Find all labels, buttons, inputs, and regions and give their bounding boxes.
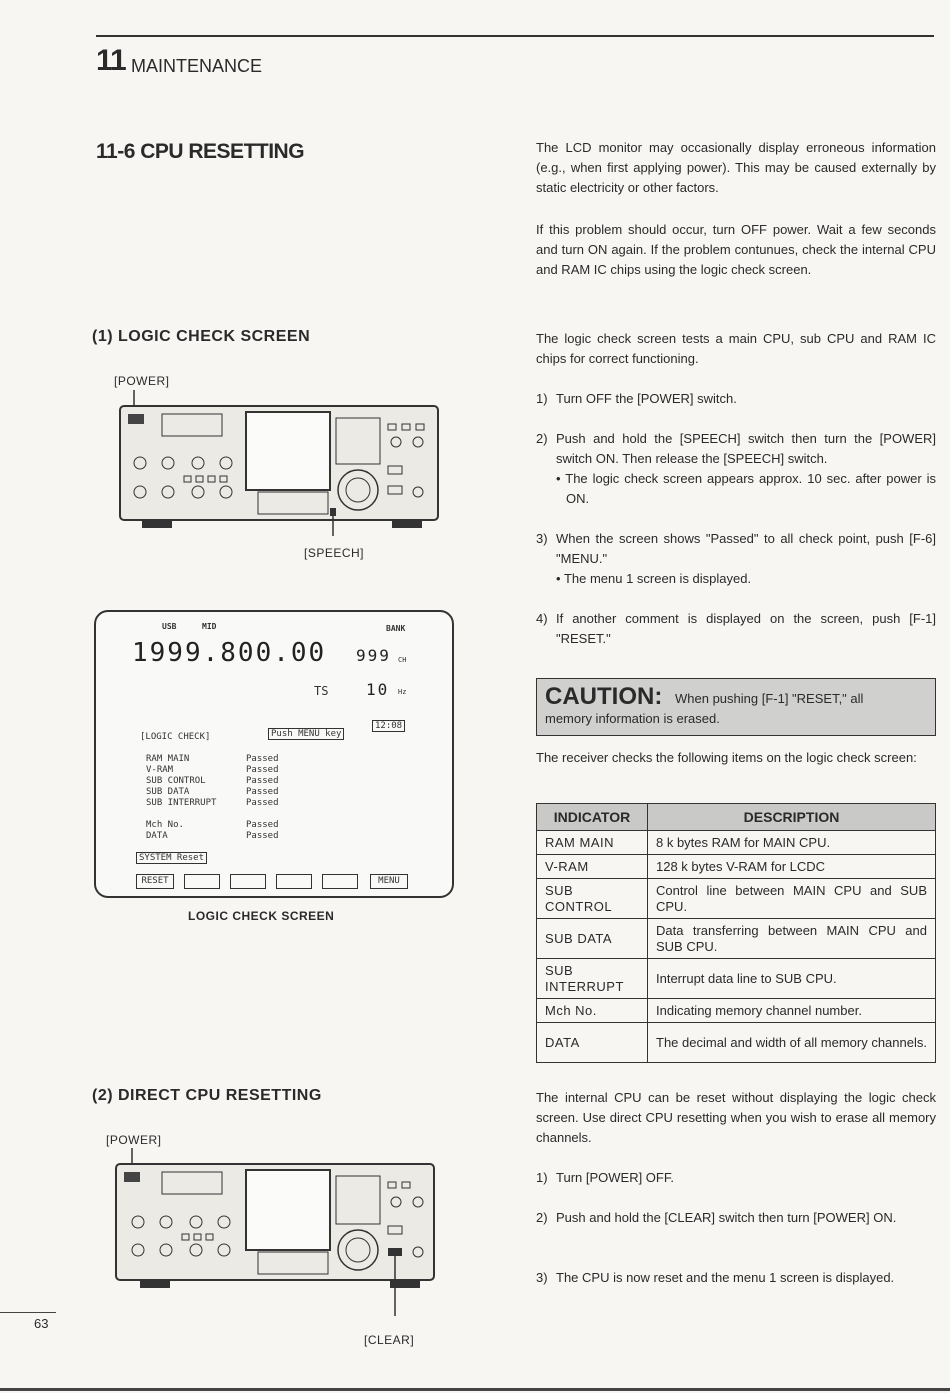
- caution-text-line-1: When pushing [F-1] "RESET," all: [675, 691, 864, 706]
- lcd-f2-blank: [184, 874, 220, 889]
- table-cell: Control line between MAIN CPU and SUB CPU.: [648, 879, 936, 919]
- table-row: [537, 919, 936, 959]
- step-bullet: • The logic check screen appears approx. 10 sec. after power is ON.: [556, 471, 937, 506]
- table-row: [537, 959, 936, 999]
- power-label-1: [POWER]: [114, 374, 170, 388]
- lcd-frequency: 1999.800.00: [132, 638, 327, 668]
- step-number: 1): [536, 391, 548, 406]
- header-rule: [96, 35, 934, 37]
- table-row: [537, 1023, 936, 1063]
- lcd-check-result: Passed: [246, 787, 279, 797]
- lcd-check-name: SUB INTERRUPT: [146, 798, 217, 808]
- lcd-channel-unit: CH: [398, 656, 407, 664]
- table-cell: 8 k bytes RAM for MAIN CPU.: [648, 831, 936, 855]
- logic-check-title: (1) LOGIC CHECK SCREEN: [92, 328, 311, 345]
- lcd-bank: BANK: [386, 624, 406, 633]
- table-row: [537, 855, 936, 879]
- step-bullet: • The menu 1 screen is displayed.: [556, 571, 752, 586]
- logic-check-lcd: [94, 610, 454, 898]
- step-text: Turn [POWER] OFF.: [556, 1170, 674, 1185]
- bottom-edge: [0, 1388, 950, 1391]
- table-cell: Indicating memory channel number.: [648, 999, 936, 1023]
- logic-check-description: The logic check screen tests a main CPU, sub CPU and RAM IC chips for correct functioning.: [536, 331, 936, 366]
- step-number: 4): [536, 611, 548, 626]
- lcd-check-name: DATA: [146, 831, 168, 841]
- direct-step-2: [536, 1208, 936, 1228]
- step-text: Turn OFF the [POWER] switch.: [556, 391, 737, 406]
- table-cell: V-RAM: [537, 855, 648, 879]
- lcd-clock: 12:08: [372, 720, 405, 732]
- lcd-check-result: Passed: [246, 765, 279, 775]
- step-number: 3): [536, 1270, 548, 1285]
- lcd-ts-unit: Hz: [398, 688, 407, 696]
- table-row: [537, 879, 936, 919]
- lcd-check-name: V-RAM: [146, 765, 174, 775]
- lcd-check-name: RAM MAIN: [146, 754, 190, 764]
- page-number-rule: [0, 1312, 56, 1313]
- caution-text-line-2: memory information is erased.: [545, 711, 720, 726]
- direct-step-3: [536, 1268, 936, 1288]
- table-cell: Data transferring between MAIN CPU and SUB CPU.: [648, 919, 936, 959]
- power-label-2: [POWER]: [106, 1133, 162, 1147]
- caution-box: [536, 678, 936, 736]
- step-text: Push and hold the [CLEAR] switch then turn [POWER] ON.: [556, 1210, 897, 1225]
- direct-reset-title: (2) DIRECT CPU RESETTING: [92, 1087, 322, 1104]
- lcd-screen-title: [LOGIC CHECK]: [140, 732, 211, 742]
- table-cell: SUB DATA: [537, 919, 648, 959]
- receiver-front-panel-illustration: [112, 386, 452, 536]
- step-number: 2): [536, 431, 548, 446]
- table-header: DESCRIPTION: [648, 804, 936, 831]
- lcd-ts-label: TS: [314, 684, 329, 698]
- table-cell: SUB CONTROL: [537, 879, 648, 919]
- section-title: 11-6 CPU RESETTING: [96, 140, 305, 163]
- lcd-push-menu: Push MENU key: [268, 728, 344, 740]
- step-text: The CPU is now reset and the menu 1 screen is displayed.: [556, 1270, 895, 1285]
- lcd-mode: USB: [162, 622, 177, 631]
- direct-reset-description: The internal CPU can be reset without displaying the logic check screen. Use direct CPU resetting when you wish to erase all memory channels.: [536, 1090, 936, 1145]
- logic-step-3: [536, 529, 936, 589]
- step-text: When the screen shows "Passed" to all check point, push [F-6] "MENU.": [556, 531, 936, 566]
- table-cell: DATA: [537, 1023, 648, 1063]
- chapter-title: MAINTENANCE: [131, 56, 263, 76]
- lcd-check-result: Passed: [246, 831, 279, 841]
- table-cell: The decimal and width of all memory channels.: [648, 1023, 936, 1063]
- lcd-f6-menu: MENU: [370, 874, 408, 889]
- direct-step-1: [536, 1168, 936, 1188]
- lcd-ts-value: 10: [366, 680, 390, 699]
- speech-label: [SPEECH]: [304, 546, 365, 560]
- logic-step-2: [536, 429, 936, 509]
- step-text: Push and hold the [SPEECH] switch then turn the [POWER] switch ON. Then release the [SPEECH] switch.: [556, 431, 936, 466]
- receiver-front-panel-illustration-2: [104, 1146, 444, 1316]
- step-text: If another comment is displayed on the screen, push [F-1] "RESET.": [556, 611, 936, 646]
- page-number: 63: [34, 1316, 49, 1331]
- lcd-check-name: Mch No.: [146, 820, 184, 830]
- lcd-f3-blank: [230, 874, 266, 889]
- lcd-f4-blank: [276, 874, 312, 889]
- logic-step-4: [536, 609, 936, 649]
- table-row: [537, 831, 936, 855]
- indicator-table: [536, 803, 936, 1063]
- lcd-check-name: SUB CONTROL: [146, 776, 206, 786]
- chapter-number: 11: [96, 44, 126, 77]
- lcd-check-result: Passed: [246, 754, 279, 764]
- lcd-channel: 999: [356, 646, 391, 665]
- intro-paragraph-1: The LCD monitor may occasionally display erroneous information (e.g., when first applying power). This may be caused externally by static electricity or other factors.: [536, 140, 936, 195]
- table-row: [537, 999, 936, 1023]
- table-cell: 128 k bytes V-RAM for LCDC: [648, 855, 936, 879]
- lcd-system-reset: SYSTEM Reset: [136, 852, 207, 864]
- logic-check-screen-caption: LOGIC CHECK SCREEN: [188, 909, 335, 923]
- table-cell: RAM MAIN: [537, 831, 648, 855]
- clear-label: [CLEAR]: [364, 1333, 415, 1347]
- step-number: 3): [536, 531, 548, 546]
- table-header: INDICATOR: [537, 804, 648, 831]
- lcd-check-result: Passed: [246, 798, 279, 808]
- table-cell: Mch No.: [537, 999, 648, 1023]
- logic-step-1: [536, 389, 936, 409]
- lcd-check-name: SUB DATA: [146, 787, 190, 797]
- lcd-check-result: Passed: [246, 776, 279, 786]
- table-intro: The receiver checks the following items on the logic check screen:: [536, 750, 917, 765]
- step-number: 2): [536, 1210, 548, 1225]
- table-cell: SUB INTERRUPT: [537, 959, 648, 999]
- step-number: 1): [536, 1170, 548, 1185]
- table-header-row: [537, 804, 936, 831]
- lcd-f5-blank: [322, 874, 358, 889]
- lcd-check-result: Passed: [246, 820, 279, 830]
- table-cell: Interrupt data line to SUB CPU.: [648, 959, 936, 999]
- intro-paragraph-2: If this problem should occur, turn OFF power. Wait a few seconds and turn ON again. If the problem contunues, check the internal CPU and RAM IC chips using the logic check screen.: [536, 222, 936, 277]
- lcd-mid: MID: [202, 622, 217, 631]
- lcd-f1-reset: RESET: [136, 874, 174, 889]
- caution-word: CAUTION:: [545, 683, 663, 710]
